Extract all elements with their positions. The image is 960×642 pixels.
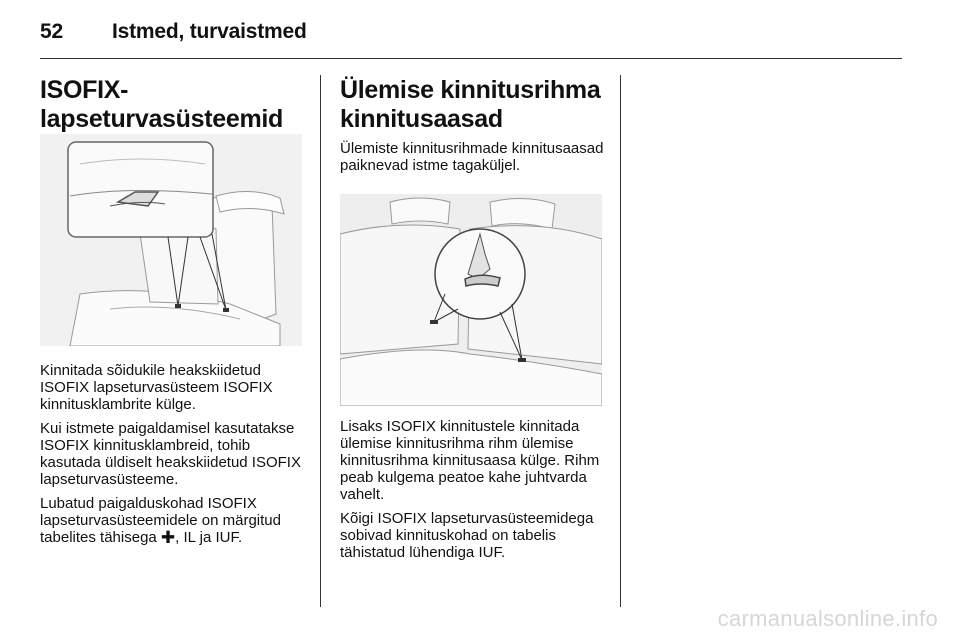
- column-divider-left: [320, 75, 321, 607]
- isofix-seat-drawing: [40, 134, 302, 346]
- top-tether-heading-line1: Ülemise kinnitusrihma: [340, 76, 601, 104]
- page-number: 52: [40, 20, 63, 43]
- isofix-paragraph-2: Kui istmete paigaldamisel kasutatakse ISOFIX kinnitusklambreid, tohib kasutada üldiselt heakskiidetud ISOFIX lapseturvasüsteeme.: [40, 420, 301, 488]
- isofix-heading: [40, 76, 310, 134]
- isofix-heading-line1: ISOFIX-: [40, 76, 129, 104]
- top-tether-heading: [340, 76, 610, 134]
- column-divider-right: [620, 75, 621, 607]
- section-title: Istmed, turvaistmed: [112, 20, 307, 43]
- middle-column: [340, 76, 610, 181]
- isofix-paragraph-1: Kinnitada sõidukile heakskiidetud ISOFIX lapseturvasüsteem ISOFIX kinnitusklambrite külge.: [40, 362, 273, 413]
- top-tether-heading-line2: kinnitusaasad: [340, 105, 503, 133]
- top-tether-paragraph-3: Kõigi ISOFIX lapseturvasüsteemidega sobivad kinnituskohad on tabelis tähistatud lühendiga IUF.: [340, 510, 594, 561]
- top-tether-paragraph-1: Ülemiste kinnitusrihmade kinnitusaasad paiknevad istme tagaküljel.: [340, 140, 604, 174]
- isofix-heading-line2: lapseturvasüsteemid: [40, 105, 284, 133]
- isofix-paragraph-3: [40, 495, 310, 546]
- left-column: [40, 76, 310, 134]
- header-rule: [40, 58, 902, 59]
- left-column-text: [40, 362, 310, 553]
- isofix-illustration: [40, 134, 302, 346]
- isofix-paragraph-3-text: Lubatud paigalduskohad ISOFIX lapseturvasüsteemidele on märgitud tabelites tähisega: [40, 495, 281, 546]
- top-tether-paragraph-2: Lisaks ISOFIX kinnitustele kinnitada ülemise kinnitusrihma rihm ülemise kinnitusrihma kinnitusaasa külge. Rihm peab kulgema peatoe kahe juhtvarda vahelt.: [340, 418, 600, 503]
- watermark: carmanualsonline.info: [717, 606, 938, 631]
- isofix-paragraph-3-end: , IL ja IUF.: [175, 529, 243, 546]
- top-tether-seat-drawing: [340, 194, 602, 406]
- middle-column-text: [340, 418, 610, 568]
- isofix-cross-icon: ✚: [160, 528, 176, 547]
- page-header: [40, 20, 307, 44]
- top-tether-illustration: [340, 194, 602, 406]
